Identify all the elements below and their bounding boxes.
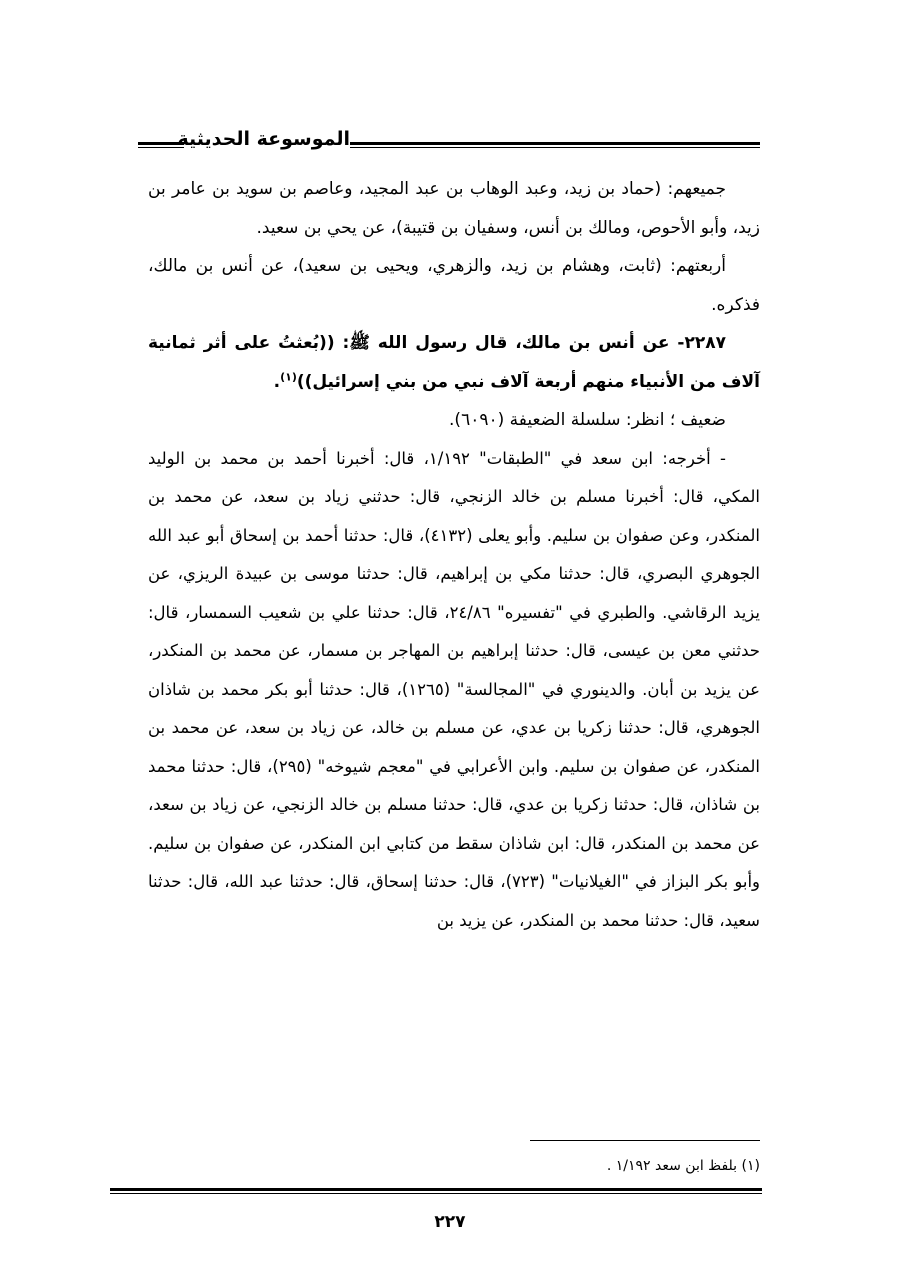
paragraph-narrators-all: جميعهم: (حماد بن زيد، وعبد الوهاب بن عبد المجيد، وعاصم بن سويد بن عامر بن زيد، وأبو الأحوص، ومالك بن أنس، وسفيان بن قتيبة)، عن يحي بن سعيد. (148, 179, 760, 238)
hadith-main: ٢٢٨٧- عن أنس بن مالك، قال رسول الله ﷺ: ((بُعثتُ على أثر ثمانية آلاف من الأنبياء منهم أربعة آلاف نبي من بني إسرائيل)) (148, 333, 760, 392)
header-rule-right (350, 142, 760, 148)
footnote-separator (530, 1140, 760, 1141)
takhrij-text: - أخرجه: ابن سعد في "الطبقات" ١/١٩٢، قال: أخبرنا أحمد بن محمد بن الوليد المكي، قال: أخبرنا مسلم بن خالد الزنجي، قال: حدثني زياد بن سعد، عن محمد بن المنكدر، وعن صفوان بن سليم. وأبو يعلى (٤١٣٢)، قال: حدثنا أحمد بن إسحاق أبو عبد الله الجوهري البصري، قال: حدثنا مكي بن إبراهيم، قال: حدثنا موسى بن عبيدة الريزي، عن يزيد الرقاشي. والطبري في "تفسيره" ٢٤/٨٦، قال: حدثنا علي بن شعيب السمسار، قال: حدثني معن بن عيسى، قال: حدثنا إبراهيم بن المهاجر بن مسمار، عن محمد بن المنكدر، عن يزيد بن أبان. والدينوري في "المجالسة" (١٢٦٥)، قال: حدثنا أبو بكر محمد بن شاذان الجوهري، قال: حدثنا زكريا بن عدي، عن مسلم بن خالد، عن زياد بن سعد، عن محمد بن المنكدر، عن صفوان بن سليم. وابن الأعرابي في "معجم شيوخه" (٢٩٥)، قال: حدثنا محمد بن شاذان، قال: حدثنا زكريا بن عدي، قال: حدثنا مسلم بن خالد الزنجي، عن زياد بن سعد، عن محمد بن المنكدر، قال: ابن شاذان سقط من كتابي ابن المنكدر، عن صفوان بن سليم. وأبو بكر البزاز في "الغيلانيات" (٧٢٣)، قال: حدثنا إسحاق، قال: حدثنا عبد الله، قال: حدثنا سعيد، قال: حدثنا محمد بن المنكدر، عن يزيد بن (148, 448, 761, 930)
grading-text: ضعيف ؛ انظر: سلسلة الضعيفة (٦٠٩٠). (449, 410, 726, 430)
page-number: ٢٢٧ (434, 1212, 466, 1232)
hadith-text (148, 324, 760, 401)
hadith-end: . (273, 371, 281, 392)
body-text (148, 170, 760, 940)
footnote-ref: (١) (280, 369, 297, 383)
footnote-text: (١) بلفظ ابن سعد ١/١٩٢ . (606, 1158, 760, 1174)
header-rule-left (138, 142, 184, 148)
running-header-title: الموسوعة الحديثية (177, 128, 350, 150)
paragraph-narrators-four: أربعتهم: (ثابت، وهشام بن زيد، والزهري، ويحيى بن سعيد)، عن أنس بن مالك، فذكره. (148, 256, 760, 315)
footer-rule (110, 1188, 762, 1194)
